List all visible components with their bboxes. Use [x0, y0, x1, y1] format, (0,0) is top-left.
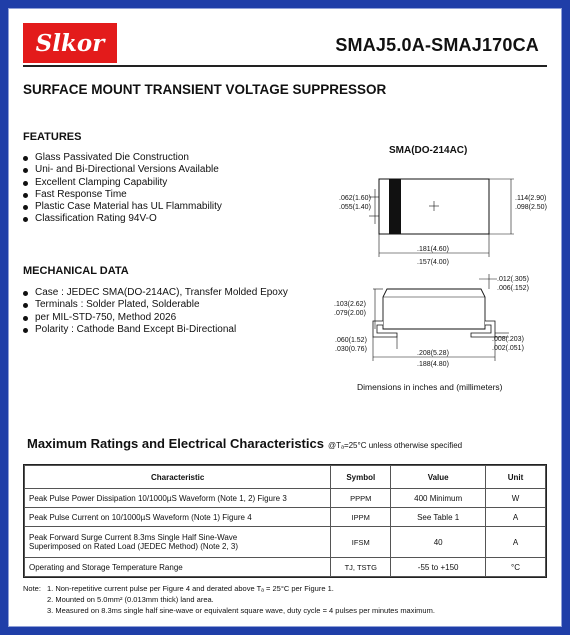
dim-label: .208(5.28)	[417, 350, 449, 357]
datasheet-page	[8, 8, 562, 627]
features-list	[23, 152, 323, 226]
document-title: SURFACE MOUNT TRANSIENT VOLTAGE SUPPRESSOR	[23, 82, 387, 97]
mechanical-heading: MECHANICAL DATA	[23, 265, 129, 277]
mechanical-item: Polarity : Cathode Band Except Bi-Directional	[23, 324, 323, 336]
dim-label: .030(0.76)	[335, 346, 367, 353]
ratings-section-title	[27, 436, 462, 451]
unit-cell: A	[486, 527, 546, 558]
symbol-cell: IFSM	[331, 527, 391, 558]
dim-label: .079(2.00)	[334, 310, 366, 317]
package-side-view-diagram	[329, 271, 549, 371]
characteristic-line: Superimposed on Rated Load (JEDEC Method) (Note 2, 3)	[29, 542, 238, 551]
ratings-title-text: Maximum Ratings and Electrical Characteristics	[27, 436, 324, 451]
dimensions-note: Dimensions in inches and (millimeters)	[357, 382, 503, 392]
note-line	[23, 583, 435, 594]
characteristic-cell	[25, 527, 331, 558]
feature-item: Uni- and Bi-Directional Versions Available	[23, 164, 323, 176]
features-heading: FEATURES	[23, 131, 82, 143]
column-header: Value	[391, 466, 486, 489]
dim-label: .157(4.00)	[417, 259, 449, 266]
dim-label: .098(2.50)	[515, 204, 547, 211]
column-header: Characteristic	[25, 466, 331, 489]
part-number-title: SMAJ5.0A-SMAJ170CA	[335, 35, 539, 55]
value-cell: See Table 1	[391, 508, 486, 527]
company-logo: Slkor	[23, 23, 117, 63]
dim-label: .062(1.60)	[339, 195, 371, 202]
characteristic-cell: Operating and Storage Temperature Range	[25, 558, 331, 577]
note-text: 1. Non-repetitive current pulse per Figure 4 and derated above Tₐ = 25°C per Figure 1.	[47, 584, 334, 593]
dim-label: .060(1.52)	[335, 337, 367, 344]
symbol-cell: IPPM	[331, 508, 391, 527]
notes-section	[23, 583, 435, 616]
dim-label: .012(.305)	[497, 276, 529, 283]
dim-label: .181(4.60)	[417, 246, 449, 253]
ratings-table-container	[23, 464, 547, 578]
ratings-condition: @Tₐ=25°C unless otherwise specified	[327, 441, 463, 450]
dim-label: .002(.051)	[492, 345, 524, 352]
package-top-view-diagram	[329, 169, 549, 269]
value-cell: 40	[391, 527, 486, 558]
mechanical-list	[23, 287, 323, 336]
mechanical-item: Terminals : Solder Plated, Solderable	[23, 299, 323, 311]
dim-label: .055(1.40)	[339, 204, 371, 211]
dim-label: .006(.152)	[497, 285, 529, 292]
value-cell: -55 to +150	[391, 558, 486, 577]
package-title: SMA(DO-214AC)	[389, 145, 468, 156]
mechanical-item: Case : JEDEC SMA(DO-214AC), Transfer Molded Epoxy	[23, 287, 323, 299]
table-row	[25, 489, 546, 508]
table-header-row	[25, 466, 546, 489]
table-row	[25, 527, 546, 558]
column-header: Unit	[486, 466, 546, 489]
header-divider	[23, 65, 547, 67]
unit-cell: °C	[486, 558, 546, 577]
dim-label: .114(2.90)	[515, 195, 547, 202]
table-row	[25, 558, 546, 577]
characteristic-cell: Peak Pulse Current on 10/1000µS Waveform (Note 1) Figure 4	[25, 508, 331, 527]
characteristic-line: Peak Forward Surge Current 8.3ms Single Half Sine-Wave	[29, 533, 238, 542]
feature-item-continued: Classification Rating 94V-O	[23, 213, 323, 225]
feature-item: Excellent Clamping Capability	[23, 177, 323, 189]
dim-label: .103(2.62)	[334, 301, 366, 308]
notes-label: Note:	[23, 584, 41, 593]
note-line: 2. Mounted on 5.0mm² (0.013mm thick) land area.	[47, 595, 214, 604]
dim-label: .188(4.80)	[417, 361, 449, 368]
note-line: 3. Measured on 8.3ms single half sine-wave or equivalent square wave, duty cycle = 4 pulses per minutes maximum.	[47, 606, 435, 615]
symbol-cell: TJ, TSTG	[331, 558, 391, 577]
dim-label: .008(.203)	[492, 336, 524, 343]
feature-item: Plastic Case Material has UL Flammability	[23, 201, 323, 213]
mechanical-item-continued: per MIL-STD-750, Method 2026	[23, 312, 323, 324]
ratings-table	[24, 465, 546, 577]
value-cell: 400 Minimum	[391, 489, 486, 508]
table-row	[25, 508, 546, 527]
characteristic-cell: Peak Pulse Power Dissipation 10/1000µS Waveform (Note 1, 2) Figure 3	[25, 489, 331, 508]
unit-cell: W	[486, 489, 546, 508]
symbol-cell: PPPM	[331, 489, 391, 508]
column-header: Symbol	[331, 466, 391, 489]
feature-item: Glass Passivated Die Construction	[23, 152, 323, 164]
unit-cell: A	[486, 508, 546, 527]
feature-item: Fast Response Time	[23, 189, 323, 201]
